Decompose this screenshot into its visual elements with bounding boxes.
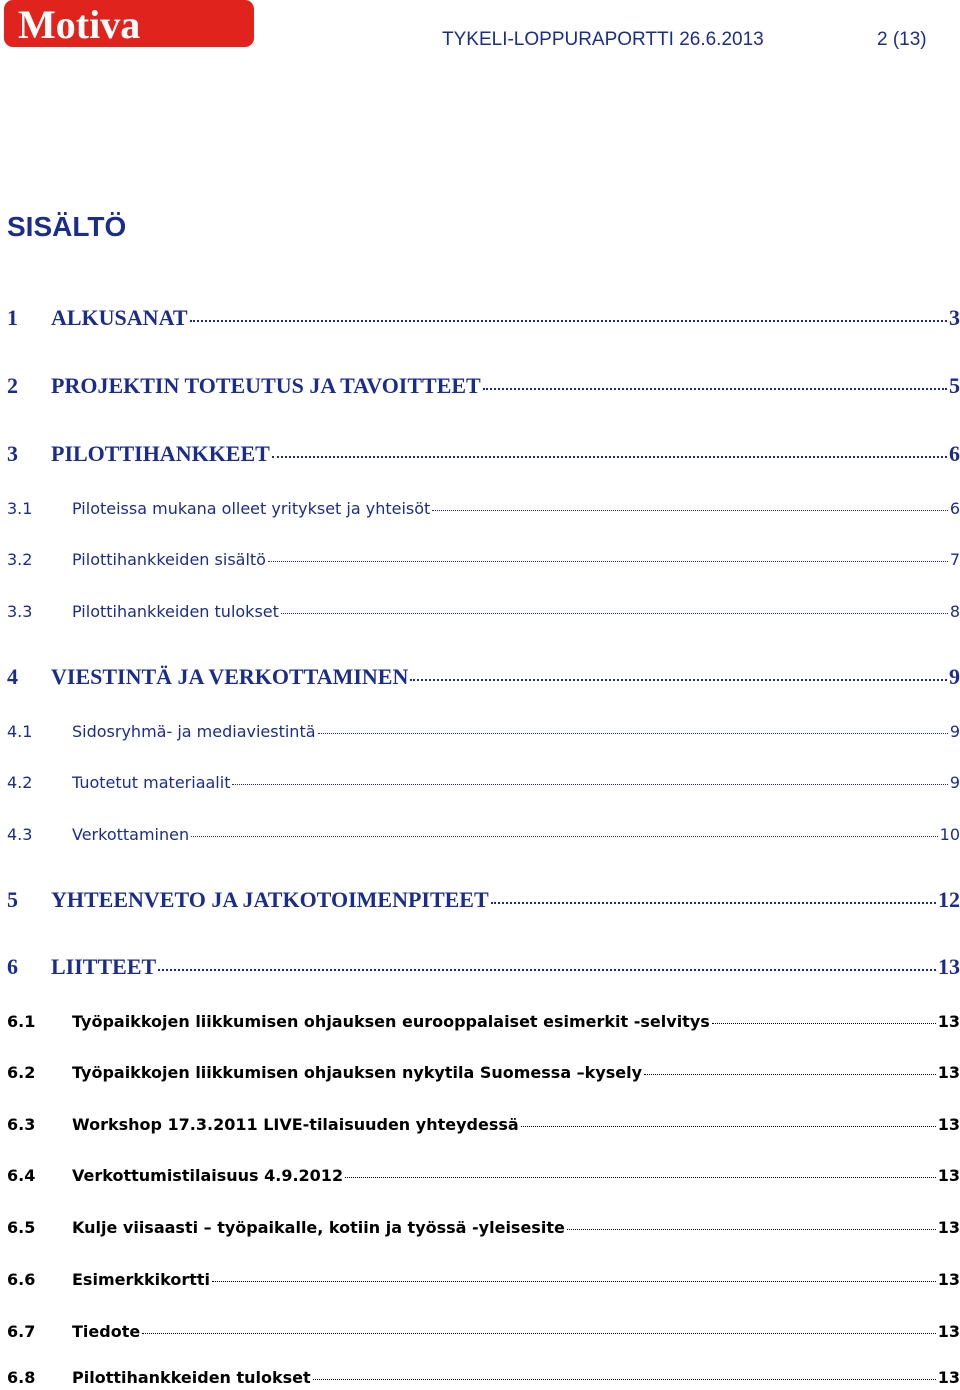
toc-label: Pilottihankkeiden tulokset: [72, 602, 279, 621]
toc-page: 9: [949, 722, 960, 741]
dot-leader: [491, 902, 936, 904]
toc-label: Pilottihankkeiden sisältö: [72, 550, 266, 569]
toc-page: 5: [949, 373, 960, 398]
toc-label: Sidosryhmä- ja mediaviestintä: [72, 722, 316, 741]
toc-page: 13: [937, 1322, 960, 1341]
toc-number: 6: [7, 954, 18, 979]
toc-entry-3[interactable]: [7, 439, 960, 469]
toc-number: 6.5: [7, 1218, 36, 1237]
dot-leader: [191, 836, 938, 837]
dot-leader: [521, 1126, 936, 1127]
toc-label: Verkottumistilaisuus 4.9.2012: [72, 1166, 344, 1185]
dot-leader: [410, 679, 947, 681]
toc-entry-6-5[interactable]: [7, 1216, 960, 1240]
dot-leader: [272, 456, 947, 458]
toc-label: Työpaikkojen liikkumisen ohjauksen eurooppalaiset esimerkit -selvitys: [72, 1012, 710, 1031]
toc-label: Tuotetut materiaalit: [72, 773, 231, 792]
toc-label: VIESTINTÄ JA VERKOTTAMINEN: [51, 664, 409, 689]
toc-entry-3-1[interactable]: [7, 497, 960, 521]
dot-leader: [281, 613, 948, 614]
toc-number: 3.1: [7, 499, 33, 518]
toc-number: 4.3: [7, 825, 33, 844]
dot-leader: [158, 969, 936, 971]
toc-page: 13: [937, 1012, 960, 1031]
page-indicator: 2 (13): [877, 29, 927, 50]
dot-leader: [567, 1229, 936, 1230]
toc-number: 2: [7, 373, 18, 398]
dot-leader: [318, 733, 948, 734]
toc-number: 3.3: [7, 602, 33, 621]
toc-entry-4-1[interactable]: [7, 720, 960, 744]
toc-number: 1: [7, 305, 18, 330]
toc-entry-6-2[interactable]: [7, 1061, 960, 1085]
toc-page: 13: [937, 1166, 960, 1185]
dot-leader: [345, 1177, 936, 1178]
dot-leader: [190, 320, 947, 322]
motiva-logo: [4, 0, 254, 47]
toc-page: 13: [937, 1368, 960, 1387]
toc-page: 7: [949, 550, 960, 569]
toc-entry-6[interactable]: [7, 952, 960, 982]
toc-page: 6: [949, 499, 960, 518]
toc-label: PILOTTIHANKKEET: [51, 441, 270, 466]
toc-entry-1[interactable]: [7, 303, 960, 333]
dot-leader: [232, 784, 947, 785]
dot-leader: [483, 388, 947, 390]
toc-number: 4.1: [7, 722, 33, 741]
toc-label: YHTEENVETO JA JATKOTOIMENPITEET: [51, 887, 489, 912]
toc-page: 8: [949, 602, 960, 621]
toc-number: 3.2: [7, 550, 33, 569]
toc-entry-4[interactable]: [7, 662, 960, 692]
toc-label: Tiedote: [72, 1322, 141, 1341]
dot-leader: [712, 1023, 936, 1024]
toc-number: 6.8: [7, 1368, 36, 1387]
dot-leader: [142, 1333, 936, 1334]
toc-label: Piloteissa mukana olleet yritykset ja yhteisöt: [72, 499, 431, 518]
toc-page: 9: [949, 773, 960, 792]
toc-label: Workshop 17.3.2011 LIVE-tilaisuuden yhteydessä: [72, 1115, 519, 1134]
toc-number: 4: [7, 664, 18, 689]
dot-leader: [644, 1074, 936, 1075]
toc-page: 9: [949, 664, 960, 689]
toc-label: Pilottihankkeiden tulokset: [72, 1368, 311, 1387]
document-title: TYKELI-LOPPURAPORTTI 26.6.2013: [442, 29, 764, 50]
svg-text:Motiva: Motiva: [18, 2, 141, 47]
dot-leader: [313, 1379, 936, 1380]
toc-label: PROJEKTIN TOTEUTUS JA TAVOITTEET: [51, 373, 481, 398]
dot-leader: [432, 510, 947, 511]
toc-number: 3: [7, 441, 18, 466]
toc-entry-6-8[interactable]: [7, 1366, 960, 1390]
toc-number: 6.7: [7, 1322, 36, 1341]
toc-entry-6-6[interactable]: [7, 1268, 960, 1292]
toc-entry-6-7[interactable]: [7, 1320, 960, 1344]
toc-number: 6.2: [7, 1063, 36, 1082]
toc-page: 13: [937, 1270, 960, 1289]
toc-page: 13: [937, 1218, 960, 1237]
toc-entry-4-3[interactable]: [7, 823, 960, 847]
toc-entry-3-2[interactable]: [7, 548, 960, 572]
dot-leader: [212, 1281, 936, 1282]
toc-label: Kulje viisaasti – työpaikalle, kotiin ja työssä -yleisesite: [72, 1218, 565, 1237]
toc-entry-6-1[interactable]: [7, 1010, 960, 1034]
toc-entry-5[interactable]: [7, 885, 960, 915]
toc-number: 5: [7, 887, 18, 912]
toc-label: Verkottaminen: [72, 825, 190, 844]
toc-number: 6.1: [7, 1012, 36, 1031]
toc-page: 3: [949, 305, 960, 330]
toc-page: 13: [937, 1063, 960, 1082]
toc-entry-3-3[interactable]: [7, 600, 960, 624]
toc-page: 12: [938, 887, 960, 912]
toc-entry-6-4[interactable]: [7, 1164, 960, 1188]
toc-label: LIITTEET: [51, 954, 157, 979]
toc-label: Työpaikkojen liikkumisen ohjauksen nykytila Suomessa –kysely: [72, 1063, 643, 1082]
toc-label: ALKUSANAT: [51, 305, 188, 330]
toc-number: 6.6: [7, 1270, 36, 1289]
toc-title: SISÄLTÖ: [7, 211, 127, 242]
toc-label: Esimerkkikortti: [72, 1270, 210, 1289]
dot-leader: [268, 561, 948, 562]
toc-entry-6-3[interactable]: [7, 1113, 960, 1137]
toc-entry-4-2[interactable]: [7, 771, 960, 795]
toc-page: 13: [938, 954, 960, 979]
toc-entry-2[interactable]: [7, 371, 960, 401]
toc-page: 6: [949, 441, 960, 466]
toc-number: 4.2: [7, 773, 33, 792]
toc-page: 10: [939, 825, 960, 844]
toc-number: 6.4: [7, 1166, 36, 1185]
toc-page: 13: [937, 1115, 960, 1134]
toc-number: 6.3: [7, 1115, 36, 1134]
